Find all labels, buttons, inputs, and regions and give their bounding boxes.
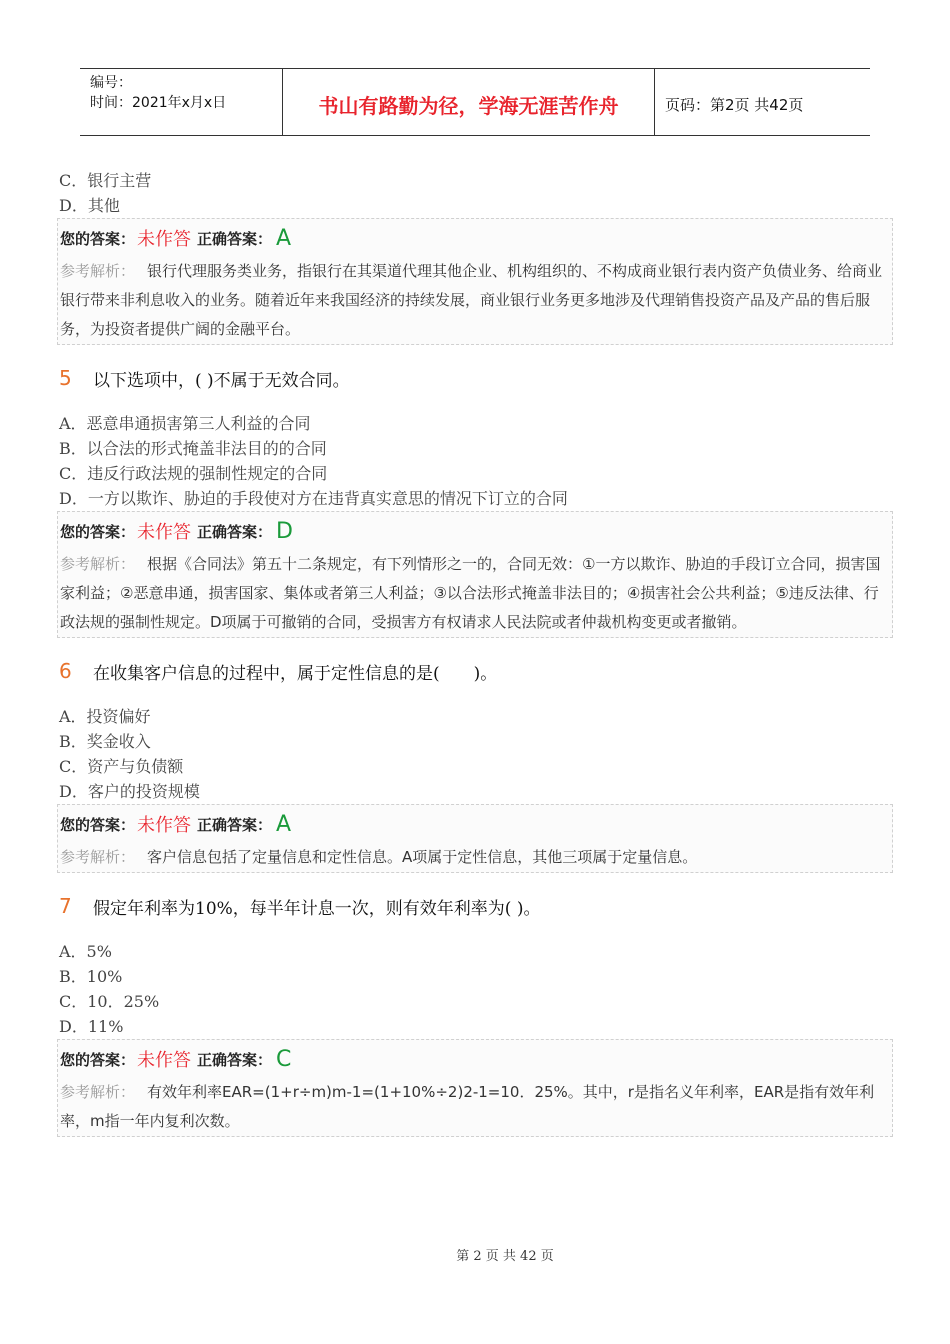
answer-line bbox=[58, 219, 892, 257]
question-7-options bbox=[57, 939, 893, 1039]
your-answer-label: 您的答案： bbox=[60, 229, 136, 248]
question-text: 在收集客户信息的过程中，属于定性信息的是( )。 bbox=[93, 663, 498, 684]
answer-line bbox=[58, 1040, 892, 1078]
not-answered-text: 未作答 bbox=[137, 1050, 192, 1071]
option-c: C．资产与负债额 bbox=[59, 757, 184, 776]
header-meta bbox=[80, 69, 282, 135]
answer-line bbox=[58, 512, 892, 550]
question-number: 7 bbox=[59, 894, 72, 918]
header-motto: 书山有路勤为径，学海无涯苦作舟 bbox=[282, 69, 655, 135]
answer-line bbox=[58, 805, 892, 843]
correct-answer-label: 正确答案： bbox=[197, 1050, 273, 1069]
option-a: A．恶意串通损害第三人利益的合同 bbox=[59, 414, 311, 433]
question-5-options bbox=[57, 411, 893, 511]
doc-number-label: 编号： bbox=[90, 75, 132, 91]
page-footer: 第 2 页 共 42 页 bbox=[456, 1249, 554, 1264]
page-header bbox=[80, 68, 870, 136]
analysis-body: 客户信息包括了定量信息和定性信息。A项属于定性信息，其他三项属于定量信息。 bbox=[147, 848, 698, 866]
option-b: B．以合法的形式掩盖非法目的的合同 bbox=[59, 439, 327, 458]
analysis-label: 参考解析： bbox=[60, 555, 136, 573]
question-text: 以下选项中，( )不属于无效合同。 bbox=[93, 370, 350, 391]
analysis-label: 参考解析： bbox=[60, 848, 136, 866]
option-d: D．其他 bbox=[59, 196, 120, 215]
analysis-text bbox=[58, 1078, 892, 1136]
analysis-text bbox=[58, 257, 892, 344]
your-answer-label: 您的答案： bbox=[60, 522, 136, 541]
option-c: C．银行主营 bbox=[59, 171, 152, 190]
doc-date-label: 时间：2021年x月x日 bbox=[90, 95, 227, 111]
answer-box bbox=[57, 804, 893, 873]
analysis-body: 银行代理服务类业务，指银行在其渠道代理其他企业、机构组织的、不构成商业银行表内资产负债业务、给商业银行带来非利息收入的业务。随着近年来我国经济的持续发展，商业银行业务更多地涉及代理销售投资产品及产品的售后服务，为投资者提供广阔的金融平台。 bbox=[60, 262, 883, 338]
answer-box bbox=[57, 511, 893, 638]
not-answered-text: 未作答 bbox=[137, 815, 192, 836]
correct-answer-value: A bbox=[276, 811, 292, 837]
option-d: D．客户的投资规模 bbox=[59, 782, 200, 801]
your-answer-label: 您的答案： bbox=[60, 1050, 136, 1069]
analysis-body: 根据《合同法》第五十二条规定，有下列情形之一的，合同无效：①一方以欺诈、胁迫的手段订立合同，损害国家利益；②恶意串通，损害国家、集体或者第三人利益；③以合法形式掩盖非法目的；④损害社会公共利益；⑤违反法律、行政法规的强制性规定。D项属于可撤销的合同，受损害方有权请求人民法院或者仲裁机构变更或者撤销。 bbox=[60, 555, 881, 631]
analysis-label: 参考解析： bbox=[60, 1083, 136, 1101]
option-c: C．10．25% bbox=[59, 992, 160, 1011]
question-text: 假定年利率为10%，每半年计息一次，则有效年利率为( )。 bbox=[93, 898, 541, 919]
question-number: 5 bbox=[59, 366, 72, 390]
not-answered-text: 未作答 bbox=[137, 522, 192, 543]
question-6 bbox=[57, 656, 893, 686]
answer-box bbox=[57, 1039, 893, 1137]
correct-answer-label: 正确答案： bbox=[197, 522, 273, 541]
correct-answer-value: A bbox=[276, 225, 292, 251]
question-7 bbox=[57, 891, 893, 921]
analysis-text bbox=[58, 550, 892, 637]
correct-answer-value: D bbox=[276, 518, 293, 544]
analysis-label: 参考解析： bbox=[60, 262, 136, 280]
option-d: D．11% bbox=[59, 1017, 124, 1036]
option-a: A．投资偏好 bbox=[59, 707, 151, 726]
analysis-text bbox=[58, 843, 892, 872]
option-d: D．一方以欺诈、胁迫的手段使对方在违背真实意思的情况下订立的合同 bbox=[59, 489, 568, 508]
your-answer-label: 您的答案： bbox=[60, 815, 136, 834]
option-a: A．5% bbox=[59, 942, 112, 961]
correct-answer-value: C bbox=[276, 1046, 292, 1072]
correct-answer-label: 正确答案： bbox=[197, 229, 273, 248]
correct-answer-label: 正确答案： bbox=[197, 815, 273, 834]
answer-box bbox=[57, 218, 893, 345]
option-b: B．奖金收入 bbox=[59, 732, 151, 751]
header-page-info: 页码：第2页 共42页 bbox=[665, 95, 804, 114]
not-answered-text: 未作答 bbox=[137, 229, 192, 250]
option-c: C．违反行政法规的强制性规定的合同 bbox=[59, 464, 328, 483]
option-b: B．10% bbox=[59, 967, 123, 986]
question-5 bbox=[57, 363, 893, 393]
question-6-options bbox=[57, 704, 893, 804]
analysis-body: 有效年利率EAR=(1+r÷m)m-1=(1+10%÷2)2-1=10．25%。其中，r是指名义年利率，EAR是指有效年利率，m指一年内复利次数。 bbox=[60, 1083, 875, 1130]
exam-content bbox=[57, 168, 893, 1137]
prev-question-options bbox=[57, 168, 893, 218]
question-number: 6 bbox=[59, 659, 72, 683]
